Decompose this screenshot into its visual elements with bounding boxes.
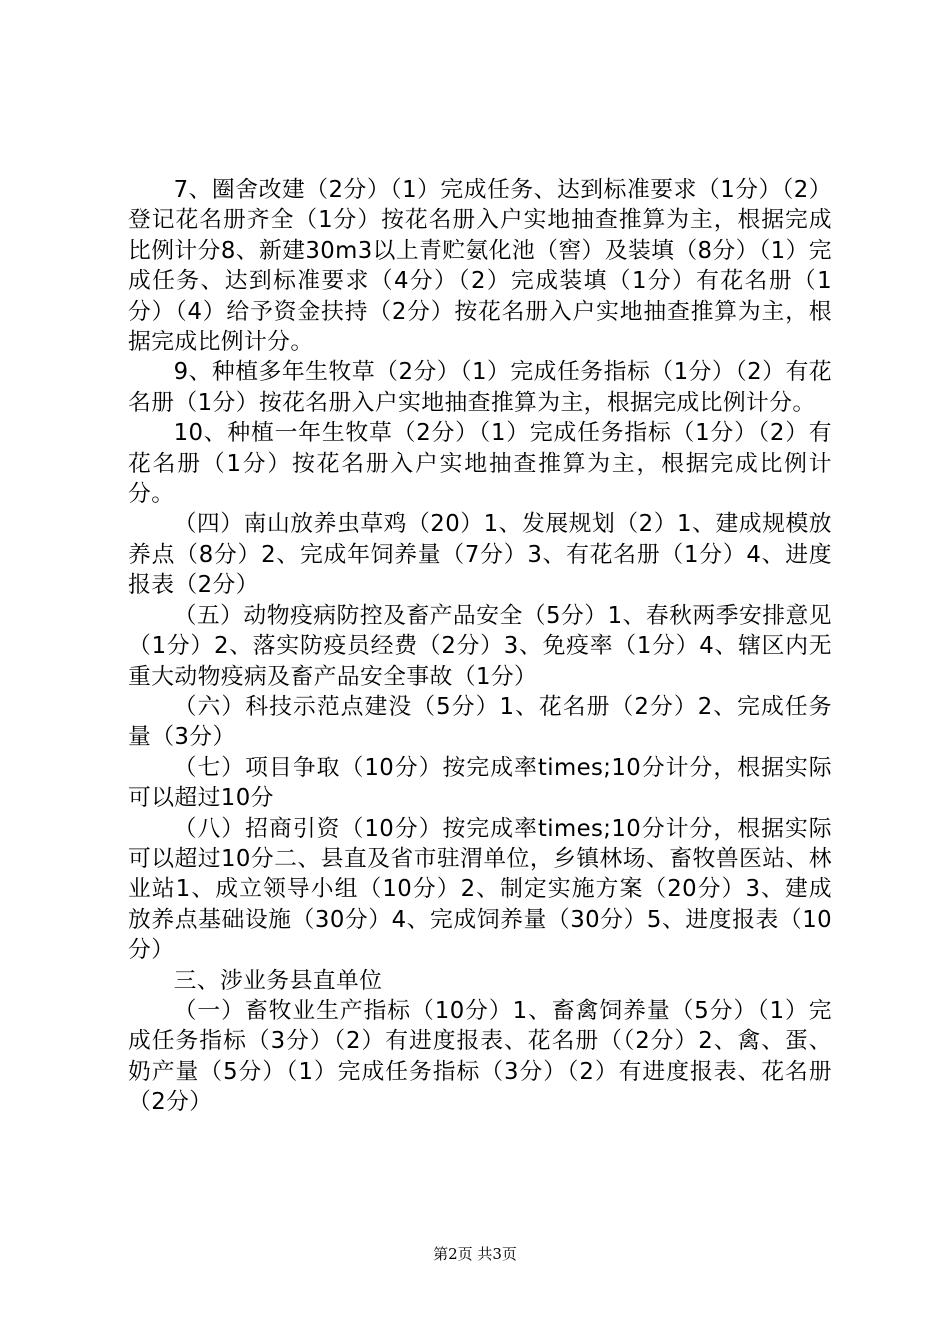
paragraph-7: （七）项目争取（10分）按完成率times;10分计分，根据实际可以超过10分: [128, 754, 832, 812]
paragraph-10: （一）畜牧业生产指标（10分）1、畜禽饲养量（5分）（1）完成任务指标（3分）（2）有进度报表、花名册（（2分）2、禽、蛋、奶产量（5分）（1）完成任务指标（3分）（2）有进度报表、花名册（2分）: [128, 997, 832, 1116]
page-footer: 第2页 共3页: [433, 1245, 517, 1263]
paragraph-9: 三、涉业务县直单位: [173, 967, 383, 994]
paragraph-6: （六）科技示范点建没（5分）1、花名册（2分）2、完成任务量（3分）: [128, 693, 832, 751]
paragraph-5: （五）动物疫病防控及畜产品安全（5分）1、春秋两季安排意见（1分）2、落实防疫员经费（2分）3、免疫率（1分）4、辖区内无重大动物疫病及畜产品安全事故（1分）: [128, 602, 832, 690]
paragraph-4: （四）南山放养虫草鸡（20）1、发展规划（2）1、建成规模放养点（8分）2、完成年饲养量（7分）3、有花名册（1分）4、进度报表（2分）: [128, 511, 832, 599]
paragraph-8: （八）招商引资（10分）按完成率times;10分计分，根据实际可以超过10分二、县直及省市驻渭单位，乡镇林场、畜牧兽医站、林业站1、成立领导小组（10分）2、制定实施方案（20分）3、建成放养点基础设施（30分）4、完成饲养量（30分）5、进度报表（10分）: [128, 815, 832, 964]
paragraph-3: 10、种植一年生牧草（2分）（1）完成任务指标（1分）（2）有花名册（1分）按花名册入户实地抽查推算为主，根据完成比例计分。: [128, 420, 832, 508]
document-body: [128, 175, 832, 1118]
paragraph-2: 9、种植多年生牧草（2分）（1）完成任务指标（1分）（2）有花名册（1分）按花名册入户实地抽查推算为主，根据完成比例计分。: [128, 359, 832, 416]
paragraph-1: 7、圈舍改建（2分）（1）完成任务、达到标准要求（1分）（2）登记花名册齐全（1分）按花名册入户实地抽查推算为主，根据完成比例计分8、新建30m3以上青贮氨化池（窖）及装填（8分）（1）完成任务、达到标准要求（4分）（2）完成装填（1分）有花名册（1分）（4）给予资金扶持（2分）按花名册入户实地抽查推算为主，根据完成比例计分。: [128, 177, 832, 356]
